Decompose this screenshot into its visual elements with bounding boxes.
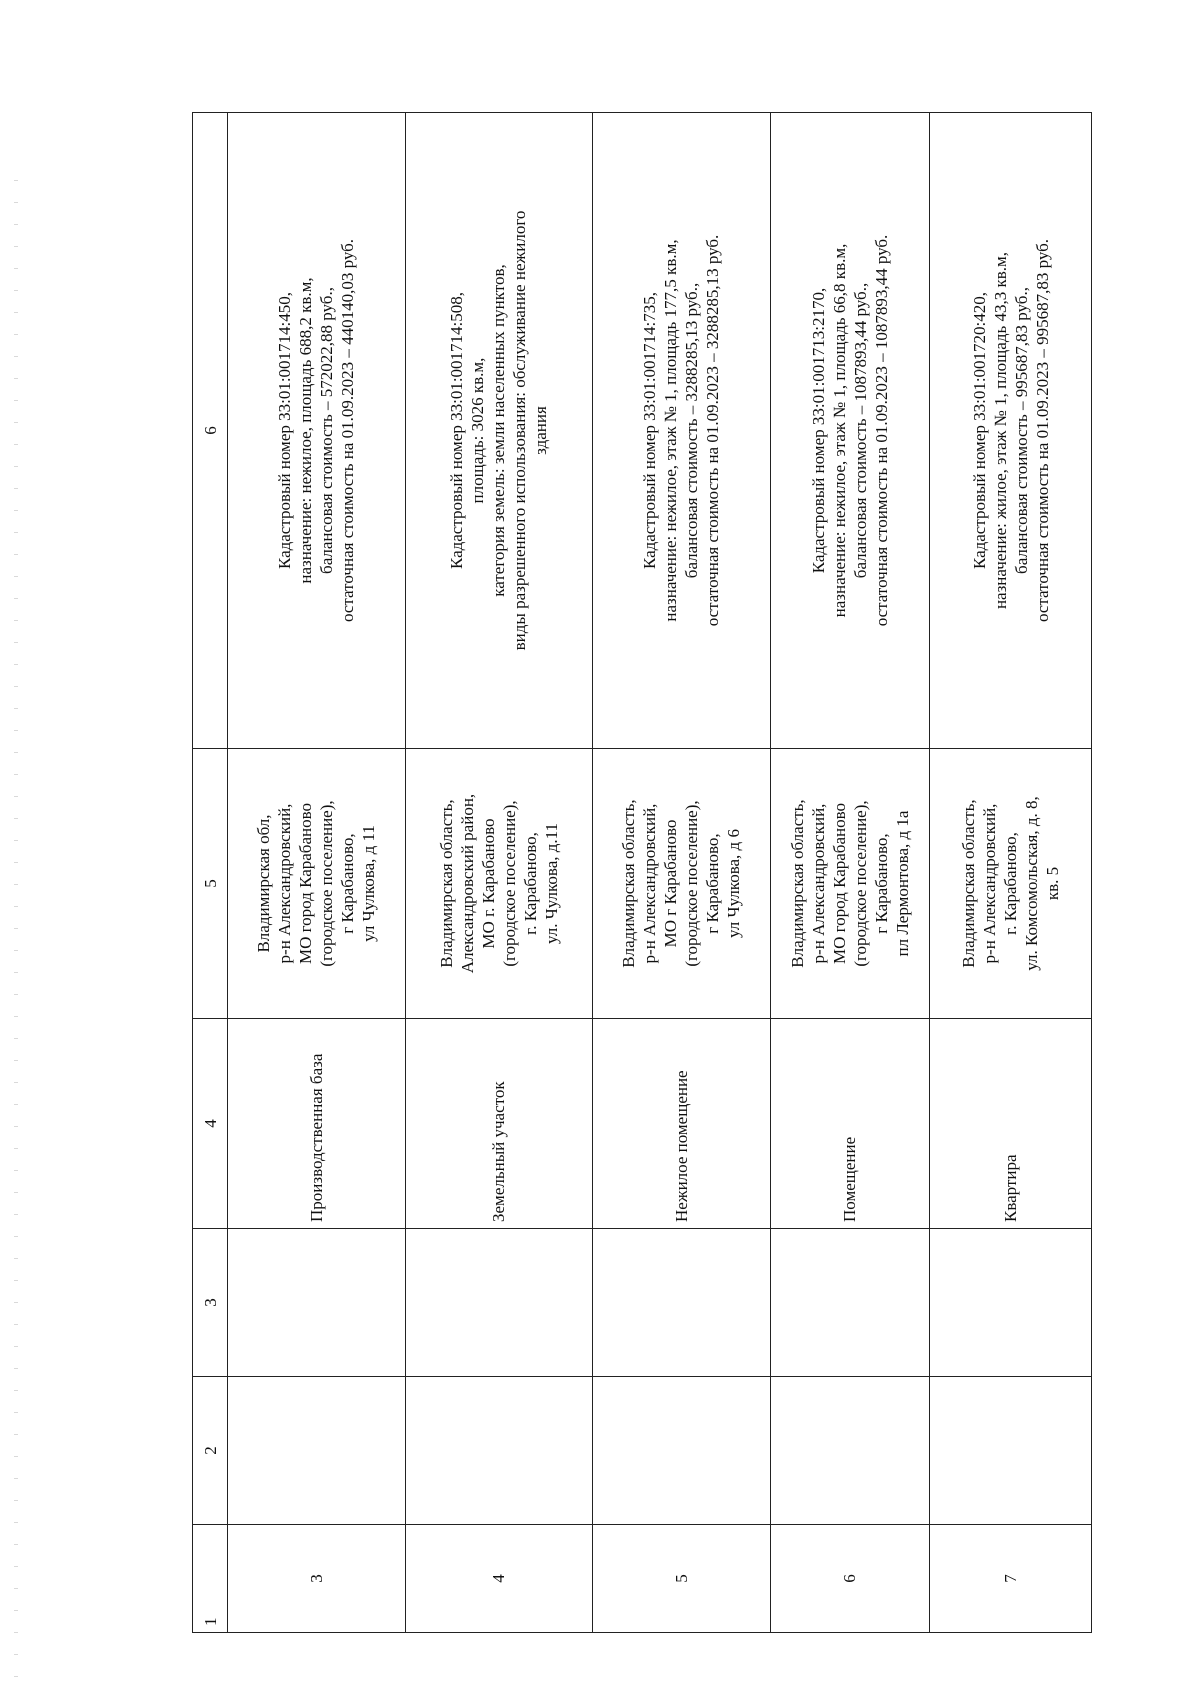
col-3-cell — [228, 1229, 406, 1377]
header-col-2: 2 — [193, 1377, 228, 1525]
details-line: назначение: жилое, этаж № 1, площадь 43,3 кв.м, — [990, 251, 1010, 610]
object-name: Помещение — [770, 1019, 930, 1229]
address-line: кв. 5 — [1043, 866, 1063, 901]
header-col-1: 1 — [193, 1525, 228, 1633]
address-line: (городское поселение), — [682, 800, 702, 967]
details-line: балансовая стоимость – 3288285,13 руб., — [682, 282, 702, 579]
object-name: Нежилое помещение — [593, 1019, 771, 1229]
address-line: р-н Александровский, — [275, 803, 295, 964]
details-line: остаточная стоимость на 01.09.2023 – 995687,83 руб. — [1032, 238, 1052, 623]
object-details — [770, 113, 930, 749]
row-number: 5 — [593, 1525, 771, 1633]
col-3-cell — [770, 1229, 930, 1377]
address-line: ул. Чулкова, д.11 — [541, 822, 561, 945]
col-2-cell — [930, 1377, 1092, 1525]
address-line: ул. Комсомольская, д. 8, — [1022, 796, 1042, 971]
address-line: Владимирская область, — [787, 799, 807, 968]
object-name: Квартира — [930, 1019, 1092, 1229]
header-col-4: 4 — [193, 1019, 228, 1229]
address-line: Владимирская область, — [959, 799, 979, 968]
object-details — [930, 113, 1092, 749]
table-row — [228, 113, 406, 1633]
address-line: г Карабаново, — [338, 833, 358, 934]
col-3-cell — [405, 1229, 592, 1377]
header-col-5: 5 — [193, 749, 228, 1019]
address-line: г. Карабаново, — [1001, 832, 1021, 935]
row-number: 7 — [930, 1525, 1092, 1633]
details-line: Кадастровый номер 33:01:001714:508, — [447, 291, 467, 570]
address-line: (городское поселение), — [850, 800, 870, 967]
address-line: Владимирская область, — [436, 799, 456, 968]
object-address — [770, 749, 930, 1019]
address-line: МО г Карабаново — [661, 819, 681, 948]
address-line: МО г. Карабаново — [478, 818, 498, 949]
address-line: (городское поселение), — [499, 800, 519, 967]
address-line: Владимирская обл, — [254, 814, 274, 953]
details-line: назначение: нежилое, этаж № 1, площадь 177,5 кв.м, — [661, 239, 681, 622]
details-line: виды разрешенного использования: обслуживание нежилого — [510, 210, 530, 651]
col-3-cell — [930, 1229, 1092, 1377]
header-col-6: 6 — [193, 113, 228, 749]
object-address — [930, 749, 1092, 1019]
header-col-3: 3 — [193, 1229, 228, 1377]
address-line: ул Чулкова, д 11 — [359, 825, 379, 942]
table-row — [405, 113, 592, 1633]
object-details — [228, 113, 406, 749]
address-line: МО город Карабаново — [296, 803, 316, 965]
details-line: балансовая стоимость – 572022,88 руб., — [317, 287, 337, 574]
details-line: Кадастровый номер 33:01:001720:420, — [969, 291, 989, 570]
object-address — [593, 749, 771, 1019]
object-details — [593, 113, 771, 749]
address-line: р-н Александровский, — [808, 803, 828, 964]
details-line: балансовая стоимость – 1087893,44 руб., — [850, 282, 870, 579]
details-line: остаточная стоимость на 01.09.2023 – 3288285,13 руб. — [703, 234, 723, 627]
object-address — [228, 749, 406, 1019]
table-row — [930, 113, 1092, 1633]
address-line: МО город Карабаново — [829, 803, 849, 965]
table-body — [193, 113, 1092, 1633]
col-2-cell — [405, 1377, 592, 1525]
details-line: Кадастровый номер 33:01:001713:2170, — [808, 287, 828, 574]
object-address — [405, 749, 592, 1019]
details-line: площадь: 3026 кв.м, — [468, 357, 488, 504]
address-line: г Карабаново, — [871, 833, 891, 934]
col-2-cell — [770, 1377, 930, 1525]
address-line: пл Лермонтова, д 1а — [892, 810, 912, 957]
address-line: Александровский район, — [457, 793, 477, 974]
address-line: г. Карабаново, — [520, 832, 540, 935]
col-2-cell — [228, 1377, 406, 1525]
details-line: остаточная стоимость на 01.09.2023 – 1087893,44 руб. — [871, 234, 891, 627]
address-line: р-н Александровский, — [640, 803, 660, 964]
address-line: г Карабаново, — [703, 833, 723, 934]
row-number: 3 — [228, 1525, 406, 1633]
address-line: р-н Александровский, — [980, 803, 1000, 964]
table-row — [770, 113, 930, 1633]
table-row — [593, 113, 771, 1633]
address-line: (городское поселение), — [317, 800, 337, 967]
col-3-cell — [593, 1229, 771, 1377]
object-name: Производственная база — [228, 1019, 406, 1229]
details-line: здания — [531, 406, 551, 455]
details-line: назначение: нежилое, площадь 688,2 кв.м, — [296, 277, 316, 584]
details-line: категория земель: земли населенных пунктов, — [489, 264, 509, 597]
details-line: остаточная стоимость на 01.09.2023 – 440140,03 руб. — [338, 238, 358, 623]
object-details — [405, 113, 592, 749]
header-row — [193, 113, 228, 1633]
object-name: Земельный участок — [405, 1019, 592, 1229]
property-table — [192, 112, 1092, 1633]
address-line: ул Чулкова, д 6 — [724, 829, 744, 938]
details-line: балансовая стоимость – 995687,83 руб., — [1011, 287, 1031, 574]
col-2-cell — [593, 1377, 771, 1525]
details-line: Кадастровый номер 33:01:001714:735, — [640, 291, 660, 570]
details-line: назначение: нежилое, этаж № 1, площадь 66,8 кв.м, — [829, 243, 849, 618]
row-number: 6 — [770, 1525, 930, 1633]
address-line: Владимирская область, — [619, 799, 639, 968]
details-line: Кадастровый номер 33:01:001714:450, — [275, 291, 295, 570]
row-number: 4 — [405, 1525, 592, 1633]
